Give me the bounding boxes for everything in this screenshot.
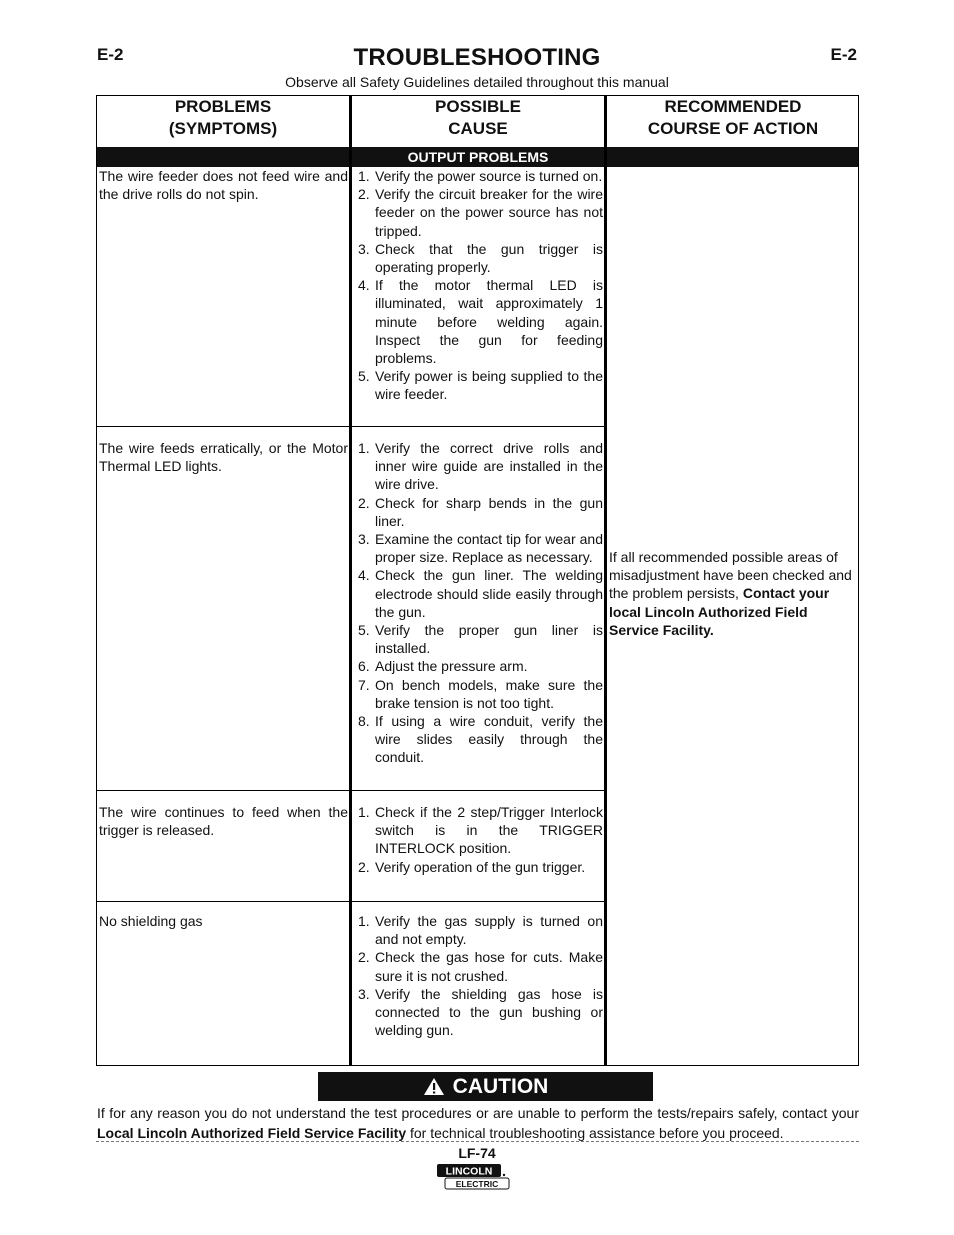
cause-item — [358, 276, 603, 367]
cause-number: 7. — [358, 676, 370, 693]
caution-text-after: for technical troubleshooting assistance before you proceed. — [406, 1125, 784, 1141]
cause-text: Check if the 2 step/Trigger Interlock switch is in the TRIGGER INTERLOCK position. — [375, 804, 603, 857]
cause-text: Verify power is being supplied to the wire feeder. — [375, 368, 603, 403]
cause-item — [358, 712, 603, 767]
cause-number: 1. — [358, 168, 370, 184]
cause-text: If using a wire conduit, verify the wire slides easily through the conduit. — [375, 713, 603, 766]
cause-item — [358, 985, 603, 1040]
cause-number: 3. — [358, 240, 370, 257]
lincoln-electric-logo — [436, 1163, 510, 1191]
svg-text:ELECTRIC: ELECTRIC — [455, 1179, 499, 1189]
cause-item — [358, 439, 603, 494]
cause-number: 4. — [358, 567, 370, 584]
action-text: If all recommended possible areas of misadjustment have been checked and the problem persists, — [609, 549, 852, 602]
causes-list-1 — [358, 167, 603, 404]
causes-list-4 — [358, 912, 603, 1039]
cause-item — [358, 185, 603, 240]
cause-number: 1. — [358, 440, 370, 456]
cause-item — [358, 948, 603, 984]
row-divider — [97, 901, 607, 902]
cause-number: 2. — [358, 494, 370, 511]
header-action-line1: RECOMMENDED — [664, 97, 802, 116]
header-recommended-action — [607, 96, 859, 147]
cause-number: 6. — [358, 658, 370, 675]
cause-item — [358, 912, 603, 948]
cause-item — [358, 240, 603, 276]
cause-number: 2. — [358, 186, 370, 203]
cause-item — [358, 566, 603, 621]
row-divider — [97, 790, 607, 791]
cause-text: On bench models, make sure the brake tension is not too tight. — [375, 676, 603, 711]
model-number: LF-74 — [458, 1145, 496, 1161]
cause-text: Check the gun liner. The welding electrode should slide easily through the gun. — [375, 567, 603, 620]
cause-item — [358, 621, 603, 657]
cause-text: Check that the gun trigger is operating properly. — [375, 240, 603, 276]
cause-number: 4. — [358, 277, 370, 294]
header-problems-line2: (SYMPTOMS) — [168, 119, 278, 138]
cause-item — [358, 367, 603, 403]
warning-icon — [423, 1077, 445, 1096]
caution-text — [97, 1103, 859, 1143]
cause-number: 3. — [358, 531, 370, 548]
caution-label: CAUTION — [452, 1074, 549, 1098]
cause-number: 8. — [358, 713, 370, 730]
cause-text: Verify the proper gun liner is installed. — [375, 622, 603, 657]
caution-text-bold: Local Lincoln Authorized Field Service Facility — [97, 1125, 407, 1141]
cause-text: Verify the power source is turned on. — [375, 168, 603, 184]
cause-item — [358, 657, 603, 675]
cause-number: 3. — [358, 985, 370, 1002]
cause-item — [358, 803, 603, 858]
symptom-4: No shielding gas — [99, 913, 203, 929]
row-divider — [97, 426, 607, 427]
footer-divider — [96, 1141, 859, 1142]
header-cause-line1: POSSIBLE — [435, 97, 521, 116]
cause-text: Verify the circuit breaker for the wire feeder on the power source has not tripped. — [375, 186, 603, 239]
cause-text: Examine the contact tip for wear and proper size. Replace as necessary. — [375, 531, 603, 566]
causes-list-2 — [358, 439, 603, 767]
header-cause-line2: CAUSE — [448, 119, 508, 138]
svg-text:LINCOLN: LINCOLN — [445, 1165, 493, 1178]
symptom-3: The wire continues to feed when the trigger is released. — [99, 804, 348, 839]
header-problems-line1: PROBLEMS — [174, 97, 272, 116]
cause-text: Verify the gas supply is turned on and not empty. — [375, 913, 603, 948]
caution-banner — [318, 1072, 653, 1101]
symptom-2: The wire feeds erratically, or the Motor Thermal LED lights. — [99, 440, 348, 475]
cause-number: 2. — [358, 858, 370, 875]
page-title: TROUBLESHOOTING — [353, 44, 601, 71]
cause-text: Adjust the pressure arm. — [375, 658, 528, 675]
page-code-right: E-2 — [830, 45, 857, 64]
cause-text: Verify the correct drive rolls and inner wire guide are installed in the wire drive. — [375, 440, 603, 493]
action-contact: Contact your local Lincoln Authorized Field Service Facility. — [609, 585, 830, 638]
cause-text: Check for sharp bends in the gun liner. — [375, 494, 603, 529]
section-title: OUTPUT PROBLEMS — [407, 149, 549, 165]
cause-number: 5. — [358, 368, 370, 385]
column-divider — [604, 96, 607, 1065]
cause-item — [358, 530, 603, 566]
caution-text-before: If for any reason you do not understand the test procedures or are unable to perform the tests/repairs safely, contact your — [97, 1105, 859, 1121]
symptom-1: The wire feeder does not feed wire and the drive rolls do not spin. — [99, 168, 348, 203]
header-action-line2: COURSE OF ACTION — [647, 119, 819, 138]
page-code-left: E-2 — [97, 45, 124, 64]
recommended-action — [609, 548, 858, 639]
header-problems — [97, 96, 349, 147]
cause-item — [358, 494, 603, 530]
troubleshooting-table — [96, 95, 859, 1066]
safety-note: Observe all Safety Guidelines detailed throughout this manual — [285, 74, 669, 90]
cause-text: Verify the shielding gas hose is connected to the gun bushing or welding gun. — [375, 985, 603, 1039]
cause-item — [358, 167, 603, 185]
cause-number: 2. — [358, 949, 370, 966]
causes-list-3 — [358, 803, 603, 876]
header-possible-cause — [352, 96, 604, 147]
cause-text: Verify operation of the gun trigger. — [375, 858, 586, 875]
cause-number: 1. — [358, 804, 370, 820]
cause-item — [358, 858, 603, 876]
cause-number: 1. — [358, 913, 370, 929]
cause-text: If the motor thermal LED is illuminated, wait approximately 1 minute before welding again. Inspect the gun for feeding problems. — [375, 277, 603, 367]
column-divider — [349, 96, 352, 1065]
section-bar — [97, 147, 858, 167]
cause-text: Check the gas hose for cuts. Make sure it is not crushed. — [375, 949, 603, 984]
cause-item — [358, 676, 603, 712]
cause-number: 5. — [358, 622, 370, 639]
